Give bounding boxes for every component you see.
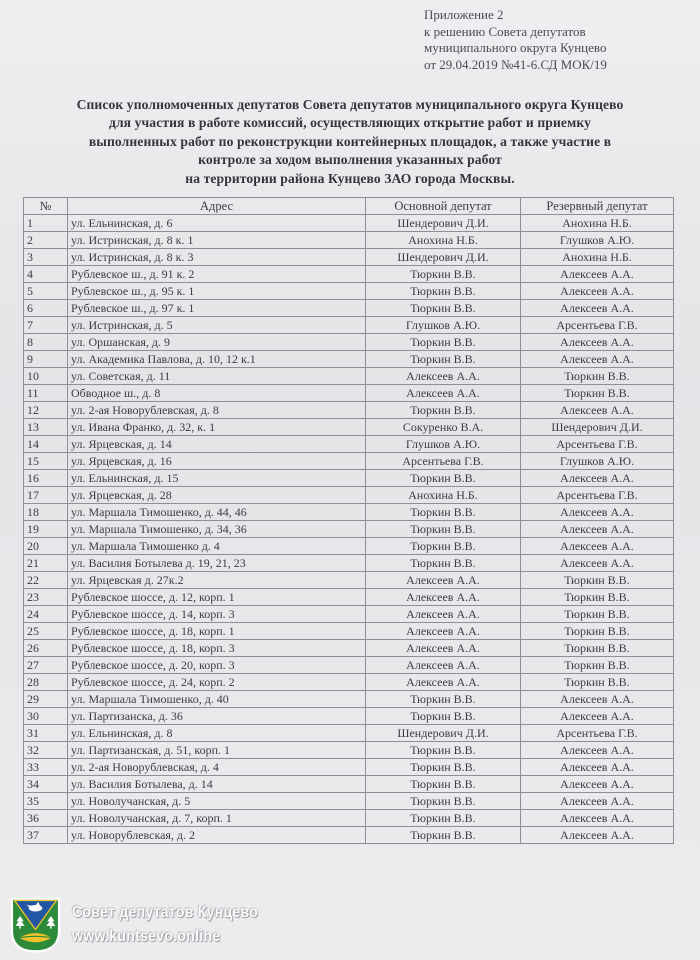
cell-main-deputy: Алексеев А.А.: [366, 623, 521, 640]
cell-address: ул. Академика Павлова, д. 10, 12 к.1: [68, 351, 366, 368]
appendix-header-line: Приложение 2: [424, 7, 504, 22]
cell-reserve-deputy: Тюркин В.В.: [521, 606, 674, 623]
table-row: [24, 657, 674, 674]
cell-main-deputy: Алексеев А.А.: [366, 385, 521, 402]
cell-number: 11: [24, 385, 68, 402]
cell-address: Обводное ш., д. 8: [68, 385, 366, 402]
cell-number: 15: [24, 453, 68, 470]
cell-number: 14: [24, 436, 68, 453]
cell-address: ул. Ельнинская, д. 15: [68, 470, 366, 487]
cell-number: 7: [24, 317, 68, 334]
table-row: [24, 606, 674, 623]
cell-main-deputy: Тюркин В.В.: [366, 351, 521, 368]
table-row: [24, 810, 674, 827]
cell-address: Рублевское шоссе, д. 18, корп. 1: [68, 623, 366, 640]
cell-number: 37: [24, 827, 68, 844]
table-row: [24, 793, 674, 810]
cell-reserve-deputy: Тюркин В.В.: [521, 657, 674, 674]
cell-reserve-deputy: Алексеев А.А.: [521, 708, 674, 725]
document-title: [30, 96, 670, 188]
cell-address: Рублевское шоссе, д. 14, корп. 3: [68, 606, 366, 623]
cell-reserve-deputy: Алексеев А.А.: [521, 266, 674, 283]
cell-address: ул. 2-ая Новорублевская, д. 8: [68, 402, 366, 419]
cell-main-deputy: Шендерович Д.И.: [366, 215, 521, 232]
table-row: [24, 572, 674, 589]
cell-address: ул. Ярцевская, д. 14: [68, 436, 366, 453]
cell-number: 18: [24, 504, 68, 521]
cell-main-deputy: Алексеев А.А.: [366, 589, 521, 606]
cell-main-deputy: Тюркин В.В.: [366, 776, 521, 793]
table-row: [24, 453, 674, 470]
cell-address: ул. Новолучанская, д. 5: [68, 793, 366, 810]
cell-address: Рублевское ш., д. 97 к. 1: [68, 300, 366, 317]
cell-main-deputy: Алексеев А.А.: [366, 657, 521, 674]
cell-reserve-deputy: Глушков А.Ю.: [521, 232, 674, 249]
table-row: [24, 232, 674, 249]
cell-main-deputy: Тюркин В.В.: [366, 538, 521, 555]
cell-number: 29: [24, 691, 68, 708]
table-row: [24, 708, 674, 725]
cell-number: 13: [24, 419, 68, 436]
cell-main-deputy: Алексеев А.А.: [366, 368, 521, 385]
cell-main-deputy: Тюркин В.В.: [366, 555, 521, 572]
cell-address: ул. Ельнинская, д. 6: [68, 215, 366, 232]
cell-reserve-deputy: Алексеев А.А.: [521, 402, 674, 419]
cell-reserve-deputy: Алексеев А.А.: [521, 521, 674, 538]
cell-address: ул. Василия Ботылева, д. 14: [68, 776, 366, 793]
cell-reserve-deputy: Алексеев А.А.: [521, 742, 674, 759]
cell-address: Рублевское ш., д. 91 к. 2: [68, 266, 366, 283]
cell-reserve-deputy: Алексеев А.А.: [521, 759, 674, 776]
appendix-header-line: от 29.04.2019 №41-6.СД МОК/19: [424, 56, 607, 72]
cell-main-deputy: Арсентьева Г.В.: [366, 453, 521, 470]
cell-address: ул. Маршала Тимошенко, д. 40: [68, 691, 366, 708]
cell-number: 12: [24, 402, 68, 419]
document-title-line: выполненных работ по реконструкции контейнерных площадок, а также участие в: [88, 133, 612, 149]
cell-reserve-deputy: Шендерович Д.И.: [521, 419, 674, 436]
table-row: [24, 674, 674, 691]
cell-main-deputy: Глушков А.Ю.: [366, 317, 521, 334]
table-row: [24, 759, 674, 776]
cell-main-deputy: Тюркин В.В.: [366, 334, 521, 351]
cell-address: ул. Советская, д. 11: [68, 368, 366, 385]
cell-main-deputy: Тюркин В.В.: [366, 300, 521, 317]
watermark-text: [72, 901, 258, 949]
column-header-reserve-deputy: Резервный депутат: [521, 198, 674, 215]
cell-reserve-deputy: Арсентьева Г.В.: [521, 725, 674, 742]
table-row: [24, 589, 674, 606]
cell-address: ул. Новолучанская, д. 7, корп. 1: [68, 810, 366, 827]
cell-number: 16: [24, 470, 68, 487]
cell-reserve-deputy: Арсентьева Г.В.: [521, 436, 674, 453]
cell-number: 4: [24, 266, 68, 283]
cell-number: 6: [24, 300, 68, 317]
cell-number: 3: [24, 249, 68, 266]
cell-address: ул. Ярцевская д. 27к.2: [68, 572, 366, 589]
cell-reserve-deputy: Алексеев А.А.: [521, 555, 674, 572]
cell-number: 23: [24, 589, 68, 606]
cell-number: 1: [24, 215, 68, 232]
cell-main-deputy: Алексеев А.А.: [366, 674, 521, 691]
cell-reserve-deputy: Глушков А.Ю.: [521, 453, 674, 470]
appendix-header: [424, 7, 684, 73]
cell-address: ул. 2-ая Новорублевская, д. 4: [68, 759, 366, 776]
cell-main-deputy: Тюркин В.В.: [366, 283, 521, 300]
cell-reserve-deputy: Алексеев А.А.: [521, 470, 674, 487]
cell-number: 10: [24, 368, 68, 385]
table-row: [24, 419, 674, 436]
cell-number: 17: [24, 487, 68, 504]
cell-number: 33: [24, 759, 68, 776]
cell-reserve-deputy: Алексеев А.А.: [521, 351, 674, 368]
table-row: [24, 623, 674, 640]
document-title-line: для участия в работе комиссий, осуществляющих открытие работ и приемку: [108, 115, 592, 131]
cell-address: Рублевское шоссе, д. 12, корп. 1: [68, 589, 366, 606]
cell-reserve-deputy: Тюркин В.В.: [521, 368, 674, 385]
cell-main-deputy: Шендерович Д.И.: [366, 249, 521, 266]
cell-reserve-deputy: Алексеев А.А.: [521, 538, 674, 555]
cell-address: Рублевское шоссе, д. 20, корп. 3: [68, 657, 366, 674]
cell-reserve-deputy: Арсентьева Г.В.: [521, 487, 674, 504]
table-row: [24, 283, 674, 300]
cell-main-deputy: Тюркин В.В.: [366, 759, 521, 776]
column-header-number: №: [24, 198, 68, 215]
cell-reserve-deputy: Анохина Н.Б.: [521, 249, 674, 266]
cell-reserve-deputy: Алексеев А.А.: [521, 691, 674, 708]
cell-reserve-deputy: Алексеев А.А.: [521, 300, 674, 317]
cell-reserve-deputy: Алексеев А.А.: [521, 776, 674, 793]
table-row: [24, 402, 674, 419]
column-header-address: Адрес: [68, 198, 366, 215]
cell-number: 5: [24, 283, 68, 300]
cell-address: Рублевское шоссе, д. 24, корп. 2: [68, 674, 366, 691]
cell-number: 24: [24, 606, 68, 623]
document-title-line: Список уполномоченных депутатов Совета депутатов муниципального округа Кунцево: [76, 97, 624, 112]
cell-main-deputy: Алексеев А.А.: [366, 572, 521, 589]
cell-main-deputy: Анохина Н.Б.: [366, 232, 521, 249]
cell-reserve-deputy: Алексеев А.А.: [521, 504, 674, 521]
cell-address: Рублевское ш., д. 95 к. 1: [68, 283, 366, 300]
table-row: [24, 555, 674, 572]
table-row: [24, 470, 674, 487]
cell-address: ул. Партизанская, д. 51, корп. 1: [68, 742, 366, 759]
cell-main-deputy: Тюркин В.В.: [366, 742, 521, 759]
table-row: [24, 487, 674, 504]
cell-address: ул. Оршанская, д. 9: [68, 334, 366, 351]
cell-reserve-deputy: Тюркин В.В.: [521, 640, 674, 657]
cell-main-deputy: Сокуренко В.А.: [366, 419, 521, 436]
cell-number: 21: [24, 555, 68, 572]
cell-address: ул. Новорублевская, д. 2: [68, 827, 366, 844]
table-header-row: [24, 198, 674, 215]
cell-reserve-deputy: Тюркин В.В.: [521, 589, 674, 606]
cell-number: 28: [24, 674, 68, 691]
table-row: [24, 334, 674, 351]
table-row: [24, 776, 674, 793]
cell-number: 20: [24, 538, 68, 555]
table-row: [24, 351, 674, 368]
cell-address: ул. Ивана Франко, д. 32, к. 1: [68, 419, 366, 436]
cell-reserve-deputy: Алексеев А.А.: [521, 283, 674, 300]
cell-main-deputy: Алексеев А.А.: [366, 606, 521, 623]
column-header-main-deputy: Основной депутат: [366, 198, 521, 215]
cell-number: 25: [24, 623, 68, 640]
cell-main-deputy: Тюркин В.В.: [366, 793, 521, 810]
table-row: [24, 368, 674, 385]
cell-main-deputy: Тюркин В.В.: [366, 266, 521, 283]
council-name-label: Совет депутатов Кунцево: [72, 904, 259, 921]
kuntsevo-coat-of-arms-icon: [8, 896, 63, 954]
table-row: [24, 640, 674, 657]
cell-main-deputy: Тюркин В.В.: [366, 708, 521, 725]
cell-number: 30: [24, 708, 68, 725]
table-row: [24, 827, 674, 844]
cell-main-deputy: Тюркин В.В.: [366, 402, 521, 419]
cell-reserve-deputy: Анохина Н.Б.: [521, 215, 674, 232]
cell-main-deputy: Анохина Н.Б.: [366, 487, 521, 504]
cell-address: ул. Истринская, д. 8 к. 3: [68, 249, 366, 266]
cell-address: ул. Маршала Тимошенко, д. 34, 36: [68, 521, 366, 538]
cell-number: 9: [24, 351, 68, 368]
table-row: [24, 521, 674, 538]
cell-number: 26: [24, 640, 68, 657]
cell-main-deputy: Глушков А.Ю.: [366, 436, 521, 453]
cell-main-deputy: Тюркин В.В.: [366, 810, 521, 827]
cell-address: ул. Партизанска, д. 36: [68, 708, 366, 725]
table-row: [24, 742, 674, 759]
table-row: [24, 215, 674, 232]
cell-number: 36: [24, 810, 68, 827]
site-watermark: [8, 894, 284, 956]
cell-number: 19: [24, 521, 68, 538]
appendix-header-line: муниципального округа Кунцево: [424, 40, 607, 55]
cell-main-deputy: Шендерович Д.И.: [366, 725, 521, 742]
table-row: [24, 249, 674, 266]
cell-reserve-deputy: Алексеев А.А.: [521, 793, 674, 810]
cell-main-deputy: Алексеев А.А.: [366, 640, 521, 657]
cell-number: 22: [24, 572, 68, 589]
cell-address: ул. Ельнинская, д. 8: [68, 725, 366, 742]
cell-address: Рублевское шоссе, д. 18, корп. 3: [68, 640, 366, 657]
table-row: [24, 300, 674, 317]
cell-main-deputy: Тюркин В.В.: [366, 827, 521, 844]
cell-address: ул. Истринская, д. 5: [68, 317, 366, 334]
table-row: [24, 266, 674, 283]
cell-reserve-deputy: Алексеев А.А.: [521, 827, 674, 844]
cell-main-deputy: Тюркин В.В.: [366, 691, 521, 708]
cell-number: 2: [24, 232, 68, 249]
cell-reserve-deputy: Тюркин В.В.: [521, 572, 674, 589]
table-row: [24, 317, 674, 334]
cell-address: ул. Маршала Тимошенко, д. 44, 46: [68, 504, 366, 521]
cell-reserve-deputy: Алексеев А.А.: [521, 810, 674, 827]
cell-address: ул. Маршала Тимошенко д. 4: [68, 538, 366, 555]
table-row: [24, 691, 674, 708]
cell-main-deputy: Тюркин В.В.: [366, 521, 521, 538]
cell-main-deputy: Тюркин В.В.: [366, 504, 521, 521]
cell-address: ул. Истринская, д. 8 к. 1: [68, 232, 366, 249]
table-row: [24, 538, 674, 555]
table-row: [24, 504, 674, 521]
cell-number: 27: [24, 657, 68, 674]
document-title-line: контроле за ходом выполнения указанных работ: [198, 152, 502, 168]
table-row: [24, 385, 674, 402]
cell-reserve-deputy: Тюркин В.В.: [521, 385, 674, 402]
cell-number: 34: [24, 776, 68, 793]
cell-main-deputy: Тюркин В.В.: [366, 470, 521, 487]
cell-reserve-deputy: Арсентьева Г.В.: [521, 317, 674, 334]
document-title-line: на территории района Кунцево ЗАО города Москвы.: [185, 170, 515, 186]
cell-number: 31: [24, 725, 68, 742]
deputies-table: [23, 197, 674, 844]
table-row: [24, 725, 674, 742]
cell-number: 32: [24, 742, 68, 759]
cell-reserve-deputy: Тюркин В.В.: [521, 623, 674, 640]
cell-number: 35: [24, 793, 68, 810]
website-label: www.kuntsevo.online: [72, 928, 221, 945]
cell-address: ул. Ярцевская, д. 28: [68, 487, 366, 504]
cell-reserve-deputy: Алексеев А.А.: [521, 334, 674, 351]
appendix-header-line: к решению Совета депутатов: [424, 23, 586, 39]
cell-address: ул. Василия Ботылева д. 19, 21, 23: [68, 555, 366, 572]
table-row: [24, 436, 674, 453]
cell-reserve-deputy: Тюркин В.В.: [521, 674, 674, 691]
cell-address: ул. Ярцевская, д. 16: [68, 453, 366, 470]
cell-number: 8: [24, 334, 68, 351]
